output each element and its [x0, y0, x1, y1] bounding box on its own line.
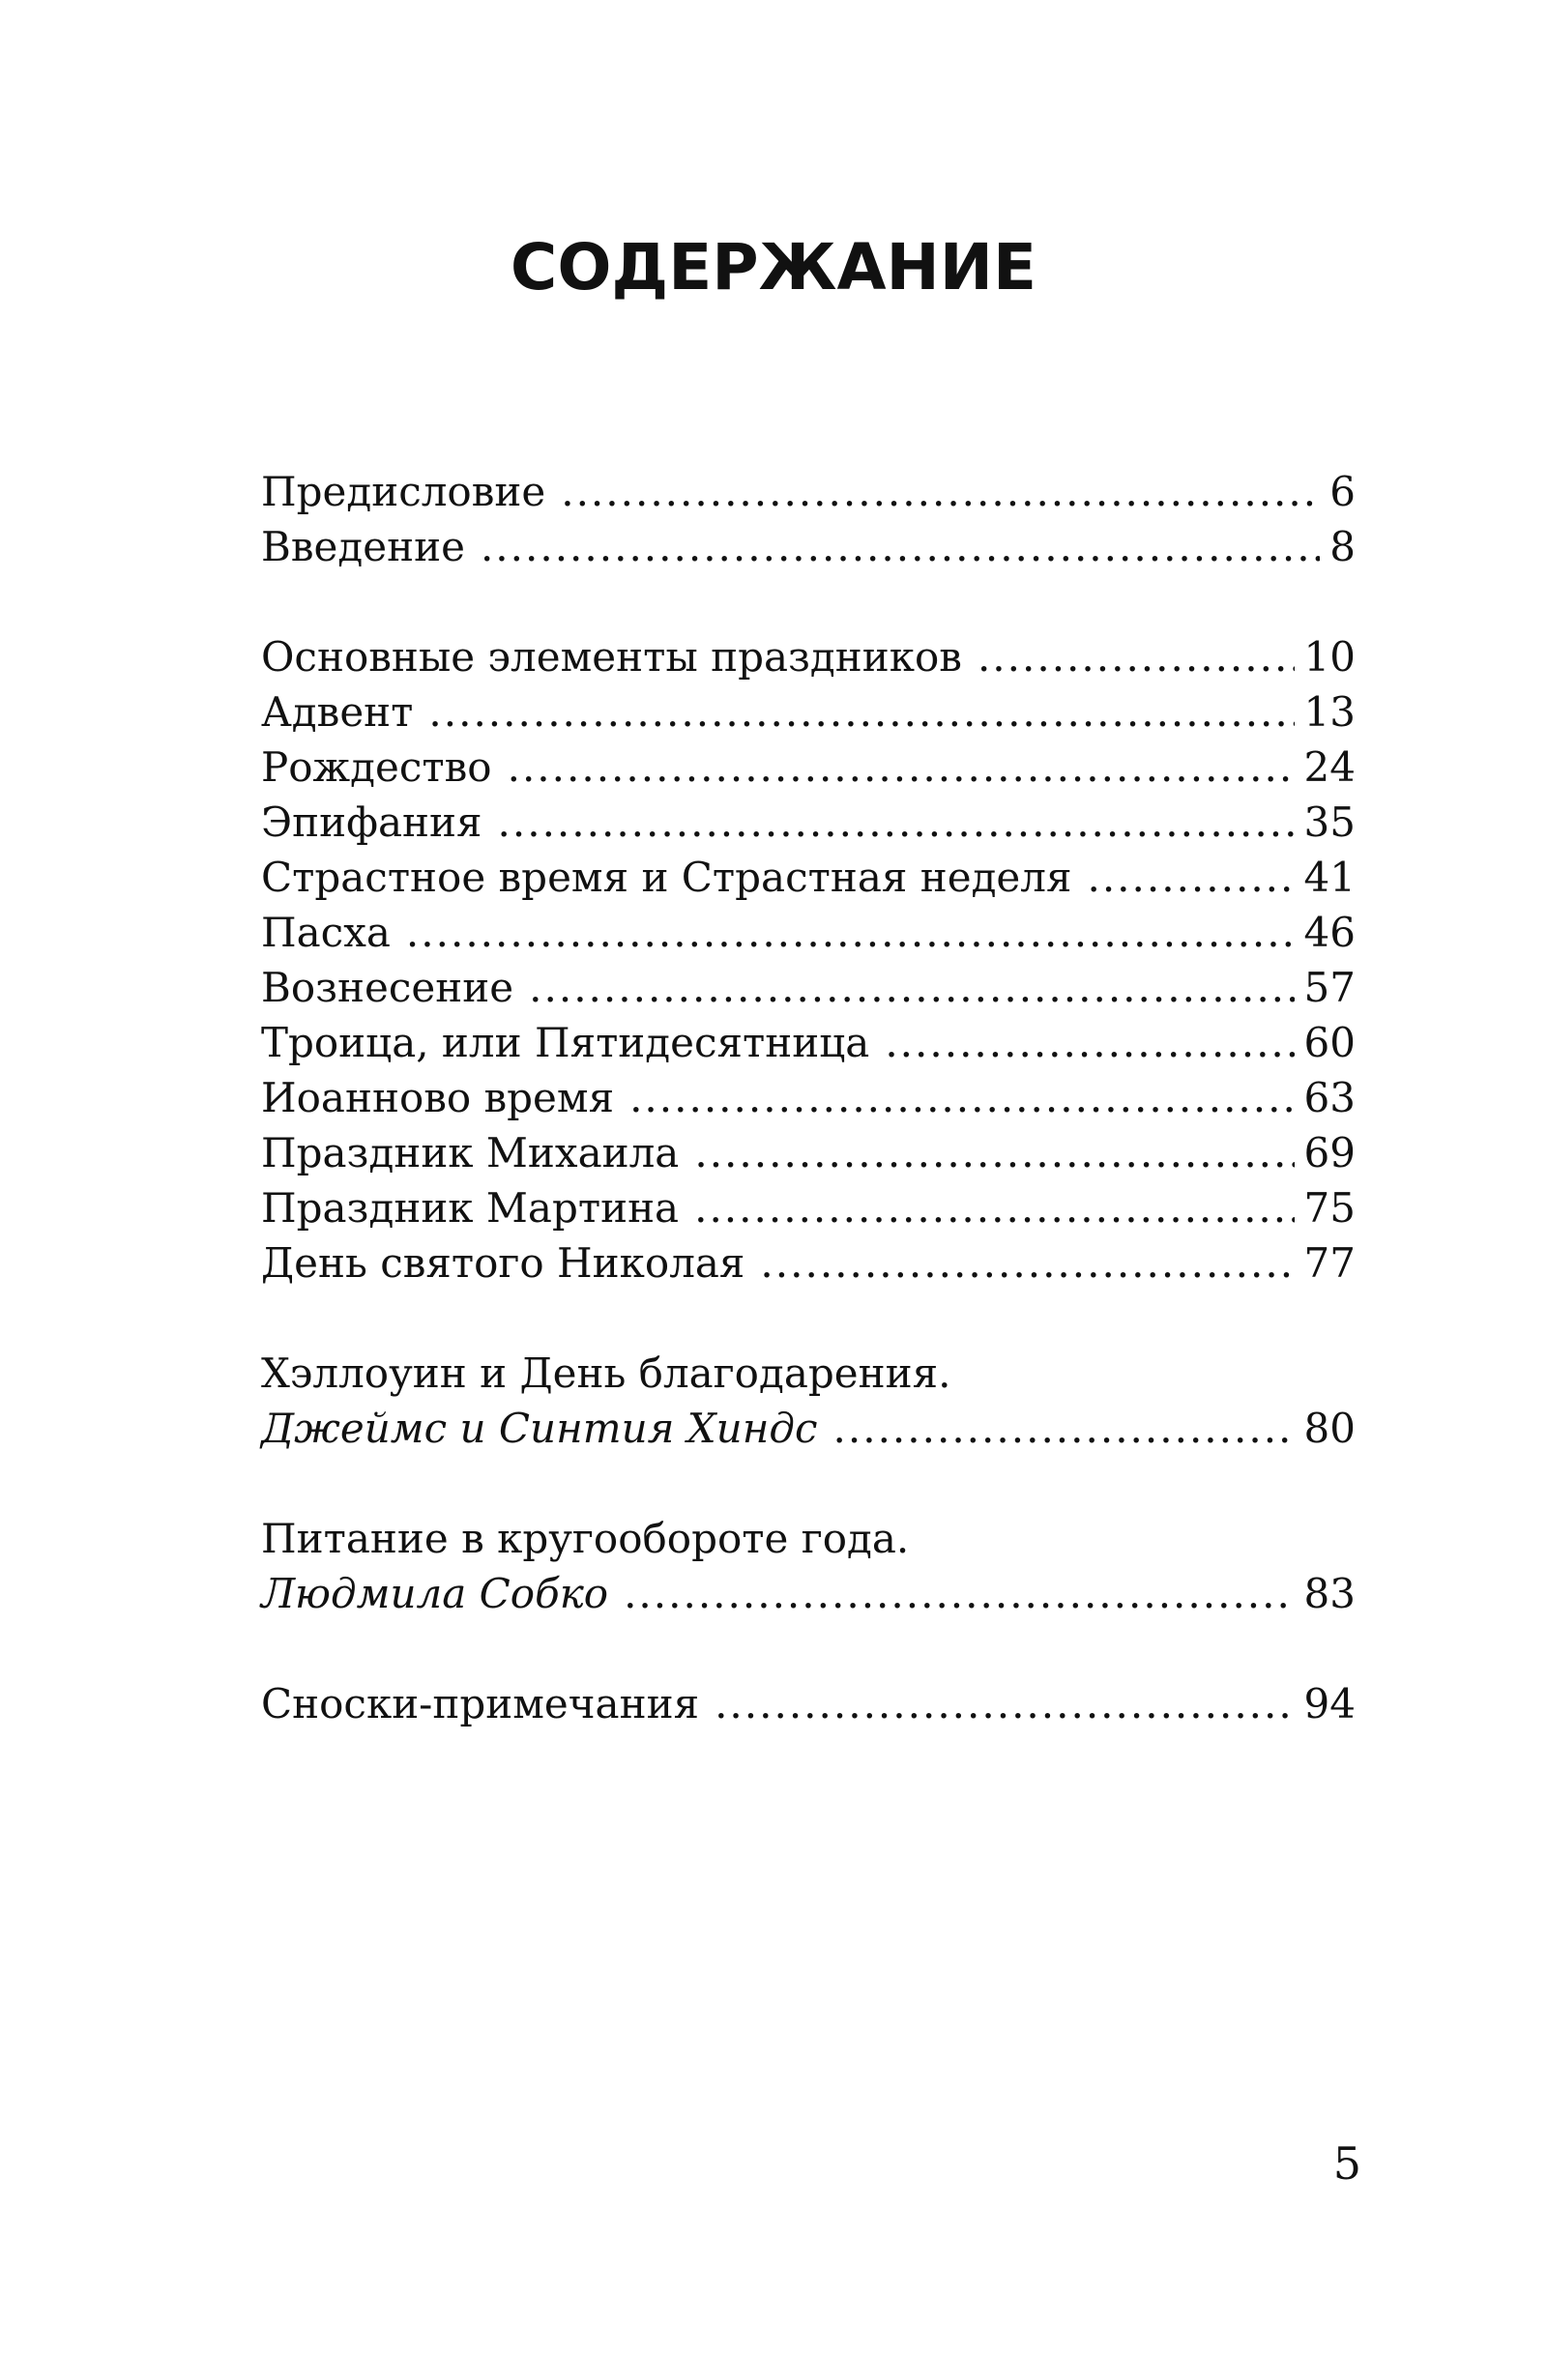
toc-entry-basic-elements[interactable]: [261, 629, 1356, 684]
toc-entry-halloween[interactable]: [261, 1401, 1356, 1456]
dot-leader: [1087, 850, 1294, 905]
dot-leader: [406, 905, 1295, 960]
toc-spacer: [261, 1291, 1356, 1346]
toc-entry-title: Сноски-примечания: [261, 1680, 700, 1727]
toc-entry-advent[interactable]: [261, 684, 1356, 740]
toc-entry-title: День святого Николая: [261, 1239, 745, 1287]
toc-entry-page: 63: [1303, 1074, 1356, 1121]
toc-entry-page: 24: [1303, 743, 1356, 791]
toc-entry-title: Праздник Мартина: [261, 1184, 680, 1232]
toc-entry-page: 57: [1303, 964, 1356, 1011]
toc-entry-page: 77: [1303, 1239, 1356, 1287]
toc-entry-johns-time[interactable]: [261, 1070, 1356, 1125]
toc-entry-pentecost[interactable]: [261, 1015, 1356, 1070]
toc-entry-page: 46: [1303, 909, 1356, 956]
toc-entry-page: 41: [1303, 854, 1356, 901]
toc-entry-title: Эпифания: [261, 798, 482, 846]
dot-leader: [498, 795, 1295, 850]
toc-entry-st-nicholas[interactable]: [261, 1235, 1356, 1291]
toc-spacer: [261, 574, 1356, 629]
dot-leader: [885, 1015, 1294, 1070]
toc-entry-page: 75: [1303, 1184, 1356, 1232]
toc-entry-page: 60: [1303, 1019, 1356, 1066]
toc-entry-title: Праздник Михаила: [261, 1129, 680, 1176]
page-number: 5: [1332, 2137, 1361, 2190]
toc-entry-title: Введение: [261, 523, 465, 570]
dot-leader: [529, 960, 1294, 1015]
toc-entry-passion[interactable]: [261, 850, 1356, 905]
toc-entry-title: Предисловие: [261, 468, 546, 515]
dot-leader: [629, 1070, 1294, 1125]
toc-entry-halloween-title[interactable]: Хэллоуин и День благодарения.: [261, 1350, 951, 1397]
toc-entry-page: 80: [1303, 1405, 1356, 1452]
toc-entry-title: Страстное время и Страстная неделя: [261, 854, 1072, 901]
toc-entry-notes[interactable]: [261, 1676, 1356, 1731]
dot-leader: [715, 1676, 1294, 1731]
dot-leader: [694, 1180, 1294, 1235]
toc-entry-page: 69: [1303, 1129, 1356, 1176]
toc-entry-page: 10: [1303, 633, 1356, 681]
toc-entry-title: Троица, или Пятидесятница: [261, 1019, 870, 1066]
table-of-contents: [261, 464, 1356, 1731]
toc-entry-martinmas[interactable]: [261, 1180, 1356, 1235]
toc-entry-title: Иоанново время: [261, 1074, 615, 1121]
toc-entry-easter[interactable]: [261, 905, 1356, 960]
toc-entry-page: 94: [1303, 1680, 1356, 1727]
toc-entry-introduction[interactable]: [261, 519, 1356, 574]
page-title: СОДЕРЖАНИЕ: [510, 230, 1037, 305]
toc-entry-page: 35: [1303, 798, 1356, 846]
toc-entry-author: Людмила Собко: [261, 1570, 609, 1617]
dot-leader: [833, 1401, 1295, 1456]
toc-entry-nutrition[interactable]: [261, 1566, 1356, 1621]
toc-entry-title: Адвент: [261, 688, 414, 736]
toc-entry-title: Основные элементы праздников: [261, 633, 962, 681]
toc-entry-epiphany[interactable]: [261, 795, 1356, 850]
toc-entry-title: Пасха: [261, 909, 391, 956]
toc-entry-title: Вознесение: [261, 964, 514, 1011]
dot-leader: [978, 629, 1295, 684]
toc-entry-page: 8: [1329, 523, 1356, 570]
toc-entry-michaelmas[interactable]: [261, 1125, 1356, 1180]
toc-entry-ascension[interactable]: [261, 960, 1356, 1015]
dot-leader: [481, 519, 1320, 574]
toc-spacer: [261, 1621, 1356, 1676]
toc-entry-page: 6: [1329, 468, 1356, 515]
dot-leader: [428, 684, 1294, 740]
dot-leader: [694, 1125, 1294, 1180]
dot-leader: [561, 464, 1320, 519]
toc-entry-nutrition-title[interactable]: Питание в кругообороте года.: [261, 1515, 910, 1562]
dot-leader: [760, 1235, 1294, 1291]
toc-entry-page: 13: [1303, 688, 1356, 736]
toc-entry-title: Рождество: [261, 743, 492, 791]
toc-spacer: [261, 1456, 1356, 1511]
dot-leader: [508, 740, 1295, 795]
toc-entry-preface[interactable]: [261, 464, 1356, 519]
toc-entry-page: 83: [1303, 1570, 1356, 1617]
dot-leader: [624, 1566, 1294, 1621]
toc-entry-authors: Джеймс и Синтия Хиндс: [261, 1405, 818, 1452]
toc-entry-christmas[interactable]: [261, 740, 1356, 795]
